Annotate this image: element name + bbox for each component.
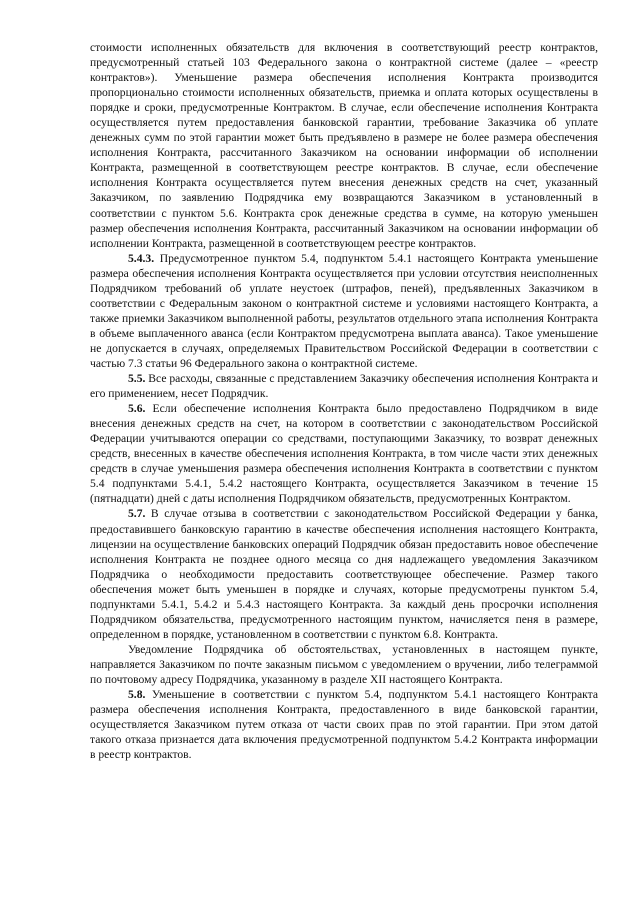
paragraph-text: Все расходы, связанные с представлением Заказчику обеспечения исполнения Контракта и его применением, несет Подрядчик. xyxy=(90,372,598,401)
paragraph-5-8 xyxy=(90,687,598,762)
clause-number: 5.6. xyxy=(128,402,146,416)
paragraph-text: Уведомление Подрядчика об обстоятельствах, установленных в настоящем пункте, направляется Заказчиком по почте заказным письмом с уведомлением о вручении, либо телеграммой по почтовому адресу Подрядчика, указанному в разделе XII настоящего Контракта. xyxy=(90,642,598,686)
paragraph-text: Уменьшение в соответствии с пунктом 5.4, подпунктом 5.4.1 настоящего Контракта размера обеспечения исполнения Контракта, предоставленного в виде банковской гарантии, осуществляется Заказчиком путем отказа от части своих прав по этой гарантии. При этом датой такого отказа признается дата включения предусмотренной подпунктом 5.4.2 Контракта информации в реестр контрактов. xyxy=(90,688,598,762)
paragraph-text: Если обеспечение исполнения Контракта было предоставлено Подрядчиком в виде внесения денежных средств на счет, на котором в соответствии с законодательством Российской Федерации учитываются операции со средствами, поступающими Заказчику, то возврат денежных средств, внесенных в качестве обеспечения исполнения Контракта, в том числе части этих денежных средств в случае уменьшения размера обеспечения исполнения Контракта в соответствии с пунктом 5.4 подпунктами 5.4.1, 5.4.2 настоящего Контракта, осуществляется Заказчиком в течение 15 (пятнадцати) дней с даты исполнения Подрядчиком обязательств, предусмотренных Контрактом. xyxy=(90,402,598,506)
document-page xyxy=(90,40,598,762)
clause-number: 5.4.3. xyxy=(128,251,155,265)
paragraph-5-4-3 xyxy=(90,251,598,371)
paragraph-text: В случае отзыва в соответствии с законодательством Российской Федерации у банка, предоставившего банковскую гарантию в качестве обеспечения исполнения настоящего Контракта, лицензии на осуществление банковских операций Подрядчик обязан предоставить новое обеспечение исполнения Контракта не позднее одного месяца со дня надлежащего уведомления Заказчиком Подрядчика о необходимости предоставить соответствующее обеспечение. Размер такого обеспечения может быть уменьшен в порядке и случаях, которые предусмотрены пунктом 5.4, подпунктами 5.4.1, 5.4.2 и 5.4.3 настоящего Контракта. За каждый день просрочки исполнения Подрядчиком обязательства, предусмотренного настоящим пунктом, начисляется пеня в размере, определенном в порядке, установленном в соответствии с пунктом 6.8. Контракта. xyxy=(90,507,598,641)
clause-number: 5.7. xyxy=(128,507,146,521)
clause-number: 5.8. xyxy=(128,688,146,702)
clause-number: 5.5. xyxy=(128,372,146,386)
paragraph-5-5 xyxy=(90,371,598,401)
paragraph-text: Предусмотренное пунктом 5.4, подпунктом 5.4.1 настоящего Контракта уменьшение размера обеспечения исполнения Контракта осуществляется при условии отсутствия неисполненных Подрядчиком требований об уплате неустоек (штрафов, пеней), предъявленных Заказчиком в соответствии с Федеральным законом о контрактной системе и условиями настоящего Контракта, а также приемки Заказчиком выполненной работы, результатов отдельного этапа исполнения Контракта в объеме выплаченного аванса (если Контрактом предусмотрена выплата аванса). Такое уменьшение не допускается в случаях, определяемых Правительством Российской Федерации в соответствии с частью 7.3 статьи 96 Федерального закона о контрактной системе. xyxy=(90,251,598,370)
paragraph-5-7 xyxy=(90,506,598,641)
paragraph-text: стоимости исполненных обязательств для включения в соответствующий реестр контрактов, предусмотренный статьей 103 Федерального закона о контрактной системе (далее – «реестр контрактов»). Уменьшение размера обеспечения исполнения Контракта производится пропорционально стоимости исполненных обязательств, приемка и оплата которых осуществлены в порядке и сроки, предусмотренные Контрактом. В случае, если обеспечение исполнения Контракта осуществляется путем предоставления банковской гарантии, требование Заказчика об уплате денежных сумм по этой гарантии может быть предъявлено в размере не более размера обеспечения исполнения Контракта, рассчитанного Заказчиком на основании информации об исполнении Контракта, размещенной в соответствующем реестре контрактов. В случае, если обеспечение исполнения Контракта осуществляется путем внесения денежных средств на счет, указанный Заказчиком, по заявлению Подрядчика ему возвращаются Заказчиком в установленный в соответствии с пунктом 5.6. Контракта срок денежные средства в сумме, на которую уменьшен размер обеспечения исполнения Контракта, рассчитанный Заказчиком на основании информации об исполнении Контракта, размещенной в соответствующем реестре контрактов. xyxy=(90,41,598,250)
paragraph-continuation xyxy=(90,40,598,251)
paragraph-notice xyxy=(90,642,598,687)
paragraph-5-6 xyxy=(90,401,598,506)
